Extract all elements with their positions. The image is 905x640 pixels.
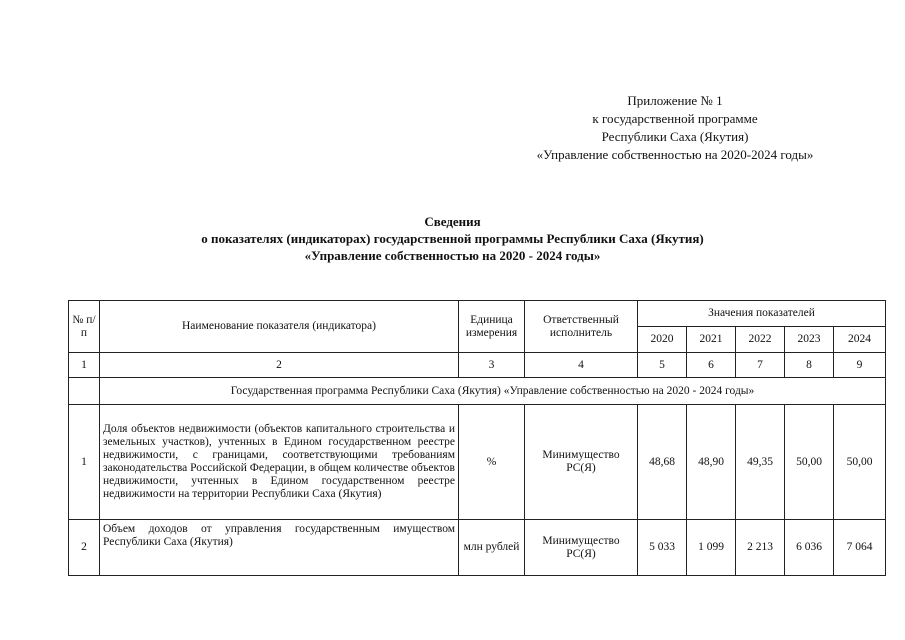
indicator-unit: % (459, 405, 525, 520)
header-values-group: Значения показателей (638, 301, 886, 327)
indicator-name: Объем доходов от управления государственным имуществом Республики Саха (Якутия) (100, 520, 459, 576)
header-num: № п/п (69, 301, 100, 353)
column-number: 6 (687, 353, 736, 378)
indicator-value: 49,35 (736, 405, 785, 520)
column-number: 9 (834, 353, 886, 378)
indicator-value: 1 099 (687, 520, 736, 576)
indicator-value: 48,90 (687, 405, 736, 520)
header-executor: Ответственный исполнитель (525, 301, 638, 353)
indicator-unit: млн рублей (459, 520, 525, 576)
column-number: 3 (459, 353, 525, 378)
appendix-line: «Управление собственностью на 2020-2024 годы» (536, 147, 814, 162)
document-title (60, 213, 845, 264)
indicator-value: 48,68 (638, 405, 687, 520)
column-numbers-row (69, 353, 886, 378)
header-row (69, 301, 886, 327)
header-year: 2020 (638, 327, 687, 353)
program-name: Государственная программа Республики Саха (Якутия) «Управление собственностью на 2020 - 2024 годы» (100, 378, 886, 405)
column-number: 8 (785, 353, 834, 378)
header-unit: Единица измерения (459, 301, 525, 353)
table-row (69, 520, 886, 576)
indicator-name: Доля объектов недвижимости (объектов капитального строительства и земельных участков), учтенных в Едином государственном реестре недвижимости, с границами, соответствующими требованиям законодательства Российской Федерации, в общем количестве объектов недвижимости, учтенных в Едином государственном реестре недвижимости на территории Республики Саха (Якутия) (100, 405, 459, 520)
indicator-value: 50,00 (834, 405, 886, 520)
row-num: 2 (69, 520, 100, 576)
header-name: Наименование показателя (индикатора) (100, 301, 459, 353)
program-row (69, 378, 886, 405)
indicator-value: 5 033 (638, 520, 687, 576)
appendix-heading (505, 92, 845, 164)
appendix-line: к государственной программе (592, 111, 758, 126)
header-year: 2023 (785, 327, 834, 353)
row-num: 1 (69, 405, 100, 520)
column-number: 2 (100, 353, 459, 378)
indicator-value: 2 213 (736, 520, 785, 576)
indicator-executor: Минимущество РС(Я) (525, 520, 638, 576)
indicator-executor: Минимущество РС(Я) (525, 405, 638, 520)
indicators-table (68, 300, 886, 576)
indicator-value: 7 064 (834, 520, 886, 576)
header-year: 2022 (736, 327, 785, 353)
program-row-empty-cell (69, 378, 100, 405)
appendix-line: Республики Саха (Якутия) (601, 129, 749, 144)
indicator-value: 6 036 (785, 520, 834, 576)
indicator-value: 50,00 (785, 405, 834, 520)
title-line: «Управление собственностью на 2020 - 2024 годы» (304, 248, 601, 263)
column-number: 7 (736, 353, 785, 378)
header-year: 2024 (834, 327, 886, 353)
title-line: Сведения (424, 214, 481, 229)
appendix-line: Приложение № 1 (627, 93, 723, 108)
column-number: 1 (69, 353, 100, 378)
table-row (69, 405, 886, 520)
header-year: 2021 (687, 327, 736, 353)
column-number: 4 (525, 353, 638, 378)
title-line: о показателях (индикаторах) государственной программы Республики Саха (Якутия) (201, 231, 704, 246)
column-number: 5 (638, 353, 687, 378)
